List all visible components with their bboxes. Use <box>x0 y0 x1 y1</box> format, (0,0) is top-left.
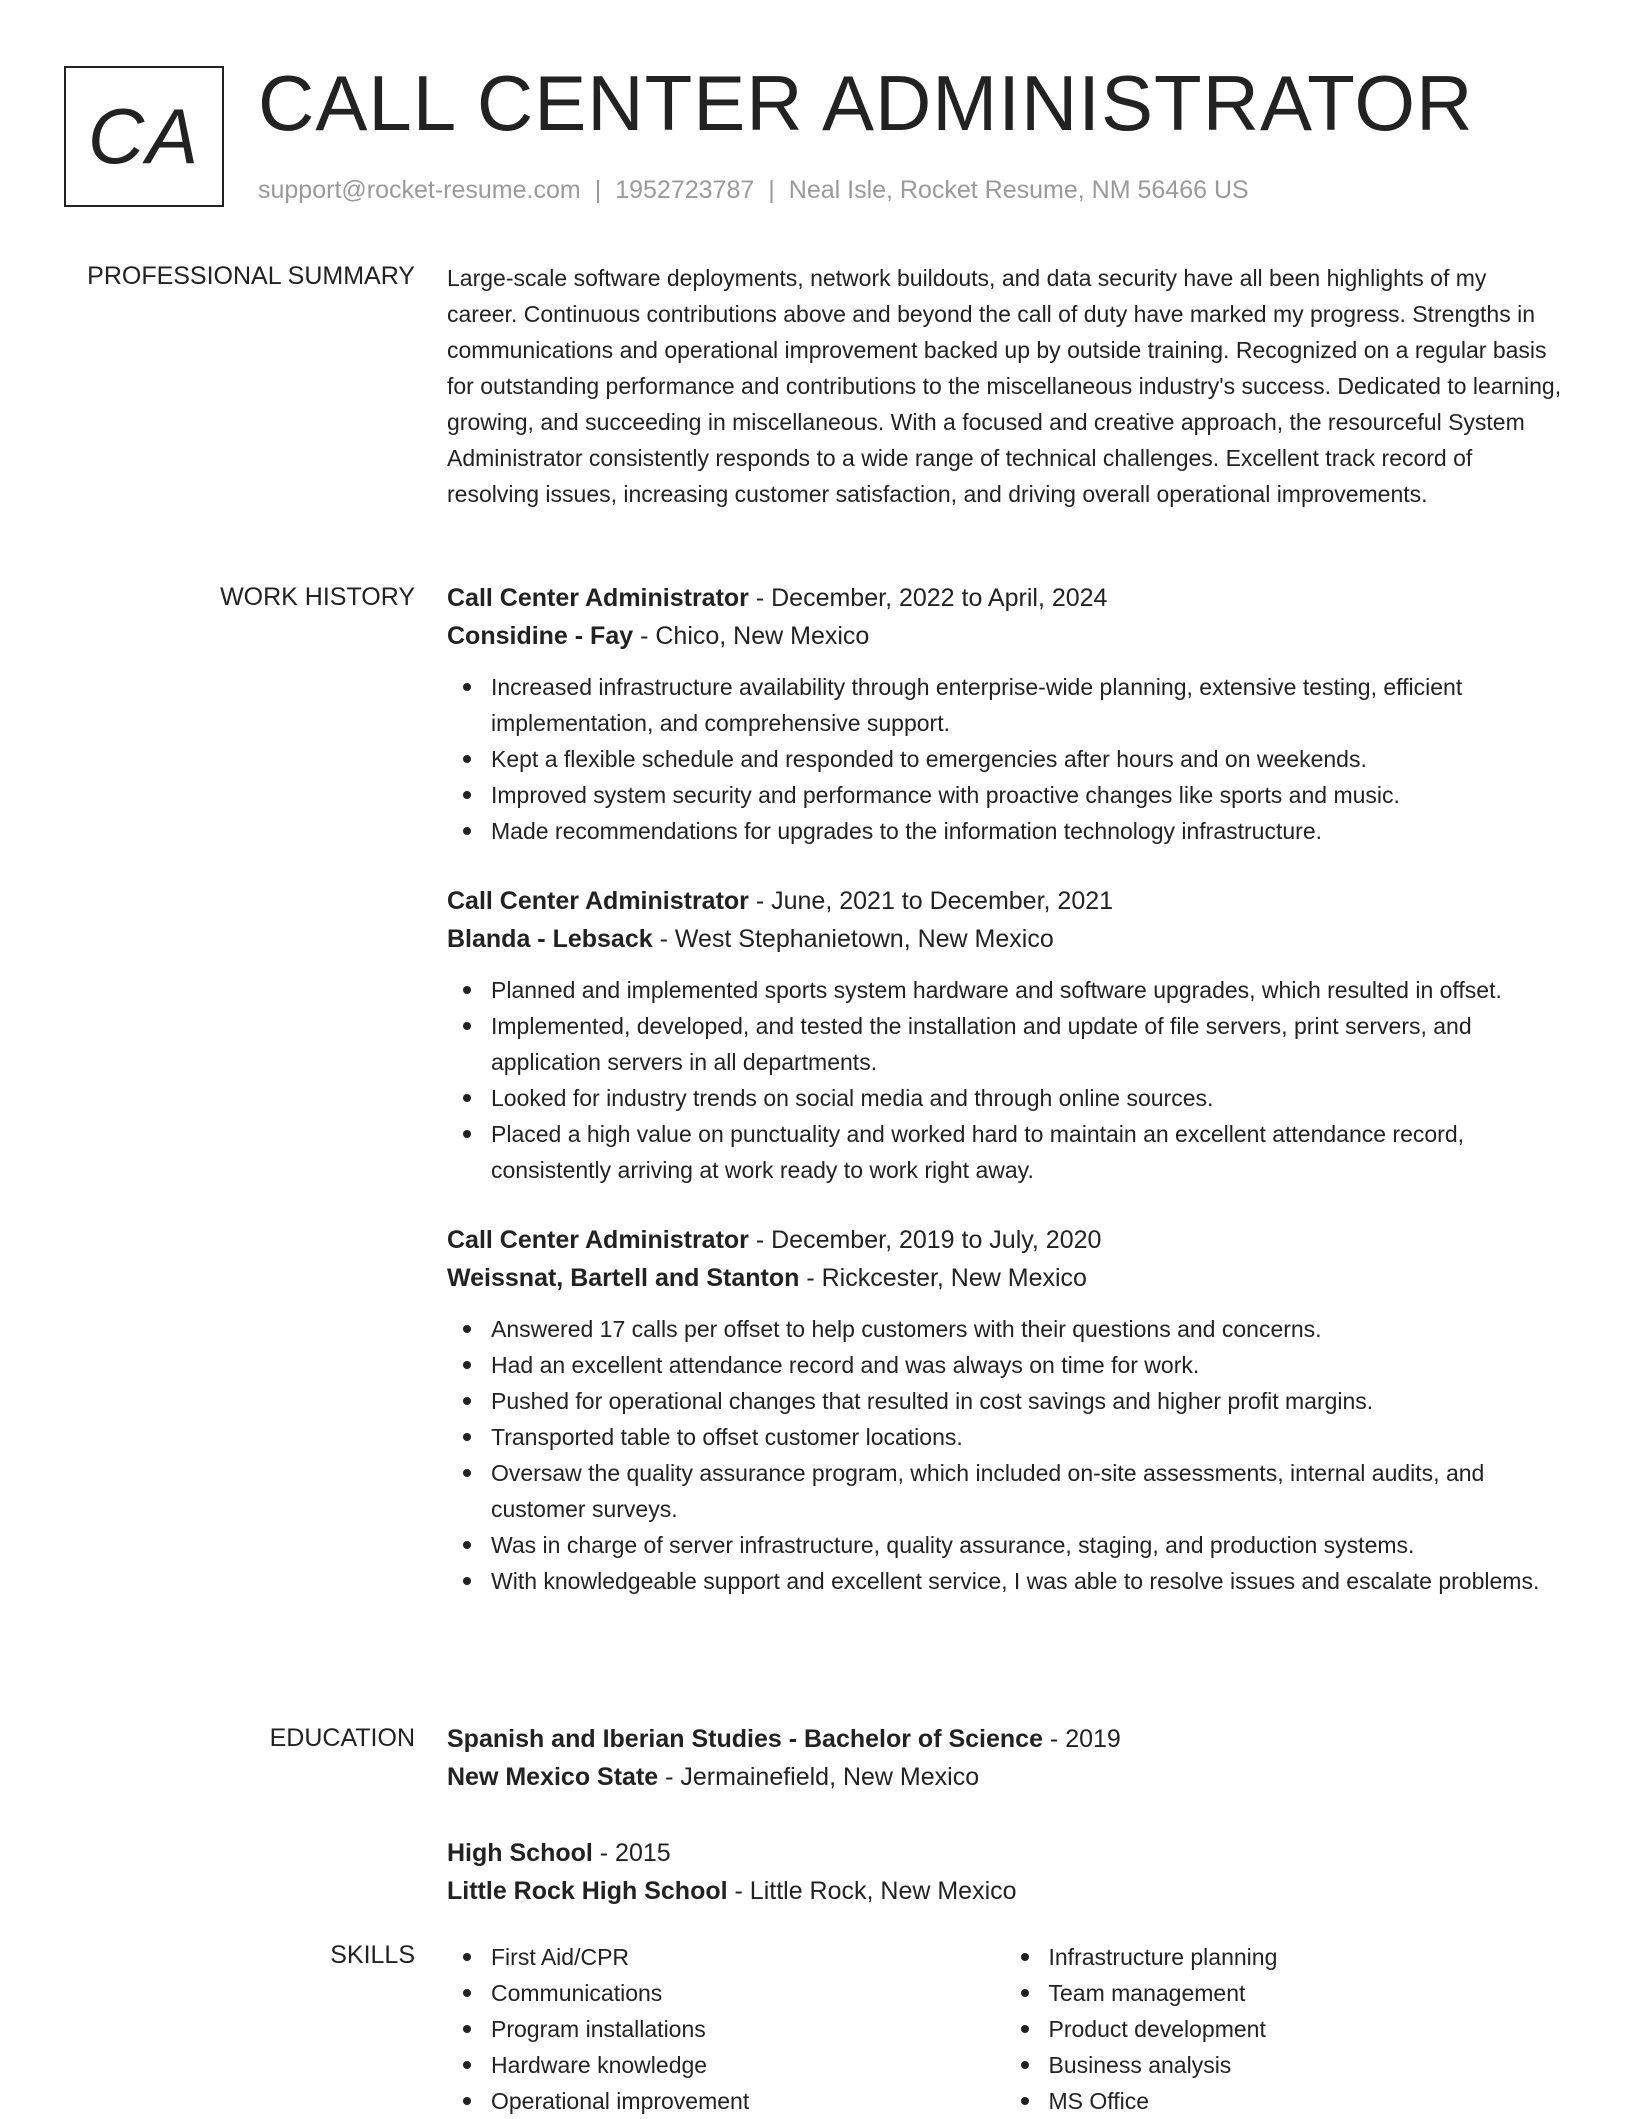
job-bullet: Improved system security and performance with proactive changes like sports and music. <box>491 777 1562 813</box>
skill-item: Operational improvement <box>491 2083 1005 2119</box>
job-company-line <box>447 617 1562 655</box>
education-location: - Little Rock, New Mexico <box>727 1877 1017 1905</box>
job-bullet: Looked for industry trends on social media and through online sources. <box>491 1080 1562 1116</box>
skill-item: Hardware knowledge <box>491 2047 1005 2083</box>
contact-address: Neal Isle, Rocket Resume, NM 56466 US <box>788 176 1249 204</box>
education-school-line <box>447 1758 1562 1796</box>
education-school: Little Rock High School <box>447 1877 728 1905</box>
job-location: - Rickcester, New Mexico <box>799 1264 1087 1292</box>
contact-separator: | <box>768 176 775 204</box>
job-bullet: Pushed for operational changes that resulted in cost savings and higher profit margins. <box>491 1383 1562 1419</box>
education-entry <box>447 1834 1562 1910</box>
job-bullet: Answered 17 calls per offset to help customers with their questions and concerns. <box>491 1311 1562 1347</box>
section-label-work-history: WORK HISTORY <box>220 583 415 611</box>
education-entry <box>447 1720 1562 1796</box>
job-title-line <box>447 882 1562 920</box>
skill-item: Communications <box>491 1975 1005 2011</box>
skill-item: Program installations <box>491 2011 1005 2047</box>
section-label-education: EDUCATION <box>269 1724 415 1752</box>
skill-item: MS Office <box>1049 2083 1563 2119</box>
job-dates: - December, 2019 to July, 2020 <box>748 1226 1102 1254</box>
contact-phone[interactable]: 1952723787 <box>615 176 755 204</box>
contact-line <box>258 176 1249 205</box>
job-bullet: Placed a high value on punctuality and worked hard to maintain an excellent attendance record, consistently arriving at work ready to work right away. <box>491 1116 1562 1188</box>
education-degree: High School <box>447 1839 593 1867</box>
skill-item: Infrastructure planning <box>1049 1939 1563 1975</box>
job-bullet: Oversaw the quality assurance program, which included on-site assessments, internal audits, and customer surveys. <box>491 1455 1562 1527</box>
job-bullet: Had an excellent attendance record and was always on time for work. <box>491 1347 1562 1383</box>
education-school: New Mexico State <box>447 1763 659 1791</box>
skills-list-right <box>1005 1939 1563 2119</box>
education-year: - 2019 <box>1042 1725 1121 1753</box>
job-bullets <box>447 1311 1562 1599</box>
contact-email[interactable]: support@rocket-resume.com <box>258 176 581 204</box>
job-bullet: Transported table to offset customer locations. <box>491 1419 1562 1455</box>
job-bullet: Kept a flexible schedule and responded to emergencies after hours and on weekends. <box>491 741 1562 777</box>
skills-columns <box>447 1939 1562 2119</box>
skills-list-left <box>447 1939 1005 2119</box>
job-bullet: Implemented, developed, and tested the installation and update of file servers, print servers, and application servers in all departments. <box>491 1008 1562 1080</box>
education-school-line <box>447 1872 1562 1910</box>
education-location: - Jermainefield, New Mexico <box>658 1763 980 1791</box>
resume-name-title: CALL CENTER ADMINISTRATOR <box>258 59 1474 147</box>
job-bullets <box>447 669 1562 849</box>
education-degree-line <box>447 1834 1562 1872</box>
section-label-skills: SKILLS <box>330 1941 415 1969</box>
job-location: - Chico, New Mexico <box>633 622 870 650</box>
education-degree-line <box>447 1720 1562 1758</box>
job-bullet: Made recommendations for upgrades to the information technology infrastructure. <box>491 813 1562 849</box>
monogram-logo: CA <box>64 66 224 207</box>
job-bullet: Increased infrastructure availability through enterprise-wide planning, extensive testing, efficient implementation, and comprehensive support. <box>491 669 1562 741</box>
job-bullet: With knowledgeable support and excellent service, I was able to resolve issues and escalate problems. <box>491 1563 1562 1599</box>
education-year: - 2015 <box>592 1839 671 1867</box>
job-location: - West Stephanietown, New Mexico <box>652 925 1054 953</box>
skill-item: Product development <box>1049 2011 1563 2047</box>
summary-text: Large-scale software deployments, network buildouts, and data security have all been highlights of my career. Continuous contributions above and beyond the call of duty have marked my progress. Strengths in communications and operational improvement backed up by outside training. Recognized on a regular basis for outstanding performance and contributions to the miscellaneous industry's success. Dedicated to learning, growing, and succeeding in miscellaneous. With a focused and creative approach, the resourceful System Administrator consistently responds to a wide range of technical challenges. Excellent track record of resolving issues, increasing customer satisfaction, and driving overall operational improvements. <box>447 265 1562 507</box>
job-bullet: Planned and implemented sports system hardware and software upgrades, which resulted in offset. <box>491 972 1562 1008</box>
job-dates: - June, 2021 to December, 2021 <box>748 887 1114 915</box>
job-company: Weissnat, Bartell and Stanton <box>447 1264 800 1292</box>
job-title-line <box>447 1221 1562 1259</box>
job-company-line <box>447 920 1562 958</box>
job-dates: - December, 2022 to April, 2024 <box>748 584 1108 612</box>
job-title: Call Center Administrator <box>447 887 749 915</box>
job-entry <box>447 1221 1562 1599</box>
job-bullet: Was in charge of server infrastructure, quality assurance, staging, and production systems. <box>491 1527 1562 1563</box>
job-entry <box>447 882 1562 1188</box>
education-degree: Spanish and Iberian Studies - Bachelor of Science <box>447 1725 1043 1753</box>
job-title: Call Center Administrator <box>447 1226 749 1254</box>
skill-item: Business analysis <box>1049 2047 1563 2083</box>
contact-separator: | <box>594 176 602 204</box>
skill-item: First Aid/CPR <box>491 1939 1005 1975</box>
job-company: Blanda - Lebsack <box>447 925 653 953</box>
section-label-summary: PROFESSIONAL SUMMARY <box>87 262 415 290</box>
job-title: Call Center Administrator <box>447 584 749 612</box>
job-bullets <box>447 972 1562 1188</box>
job-title-line <box>447 579 1562 617</box>
job-entry <box>447 579 1562 849</box>
job-company: Considine - Fay <box>447 622 634 650</box>
job-company-line <box>447 1259 1562 1297</box>
skill-item: Team management <box>1049 1975 1563 2011</box>
